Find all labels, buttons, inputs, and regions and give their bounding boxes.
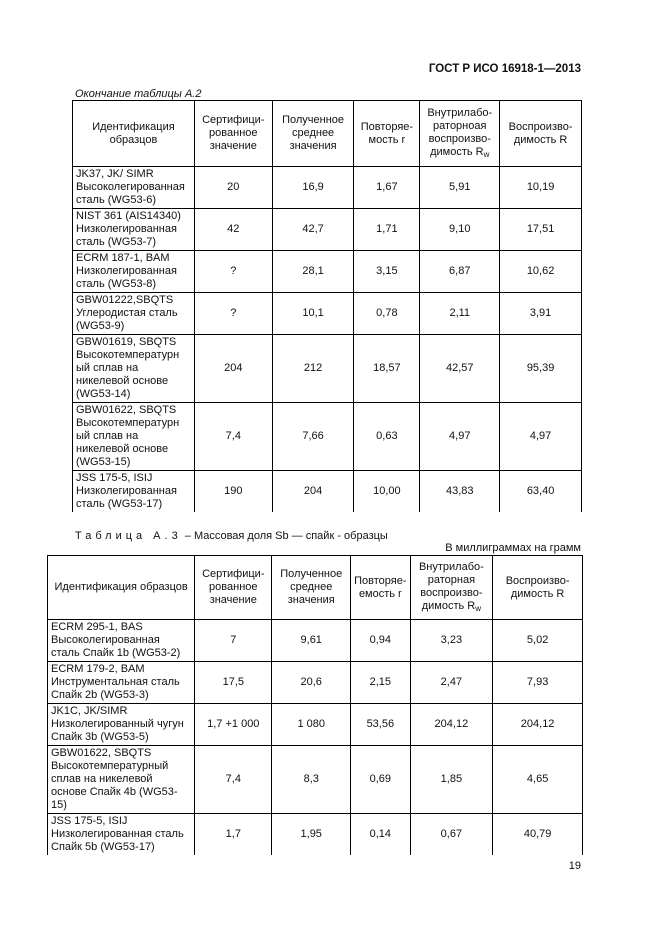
cell-mean: 9,61	[272, 620, 351, 662]
table2-caption-prefix: Таблица А.3	[75, 530, 182, 542]
document-id: ГОСТ Р ИСО 16918-1—2013	[428, 63, 581, 75]
cell-certified: 42	[194, 209, 272, 251]
table-row	[48, 662, 583, 704]
column-header-id: Идентификация образцов	[73, 101, 195, 167]
cell-reproducibility: 3,91	[500, 293, 582, 335]
cell-within-lab: 3,23	[410, 620, 493, 662]
column-header-reproducibility: Воспроизво-димость R	[500, 101, 582, 167]
column-header-mean: Полученное среднее значения	[272, 101, 354, 167]
column-header-id: Идентификация образцов	[48, 556, 195, 620]
cell-within-lab: 5,91	[420, 167, 500, 209]
cell-repeatability: 0,63	[354, 403, 420, 471]
cell-id: JSS 175-5, ISIJ Низколегированная сталь (WG53-17)	[73, 471, 195, 513]
table2-units: В миллиграммах на грамм	[445, 542, 581, 554]
cell-reproducibility: 17,51	[500, 209, 582, 251]
cell-within-lab: 9,10	[420, 209, 500, 251]
cell-repeatability: 0,94	[351, 620, 410, 662]
cell-reproducibility: 10,62	[500, 251, 582, 293]
cell-id: GBW01622, SBQTS Высокотемпературный сплав на никелевой основе Спайк 4b (WG53-15)	[48, 746, 195, 814]
cell-mean: 8,3	[272, 746, 351, 814]
column-header-within-lab	[410, 556, 493, 620]
cell-certified: 190	[194, 471, 272, 513]
cell-mean: 42,7	[272, 209, 354, 251]
cell-id: ECRM 179-2, BAM Инструментальная сталь Спайк 2b (WG53-3)	[48, 662, 195, 704]
cell-reproducibility: 40,79	[493, 814, 583, 856]
within-lab-label: Внутрилабо-раторная воспроизво-димость R	[418, 560, 484, 612]
column-header-certified: Сертифици-рованное значение	[194, 101, 272, 167]
cell-repeatability: 18,57	[354, 335, 420, 403]
cell-within-lab: 2,11	[420, 293, 500, 335]
cell-id: GBW01222,SBQTS Углеродистая сталь (WG53-9)	[73, 293, 195, 335]
cell-id: ECRM 187-1, BAM Низколегированная сталь (WG53-8)	[73, 251, 195, 293]
cell-certified: ?	[194, 293, 272, 335]
cell-reproducibility: 4,65	[493, 746, 583, 814]
table-a2-end	[72, 100, 582, 512]
cell-reproducibility: 63,40	[500, 471, 582, 513]
cell-certified: 20	[194, 167, 272, 209]
cell-id: GBW01622, SBQTS Высокотемпературн ый сплав на никелевой основе (WG53-15)	[73, 403, 195, 471]
table-a3	[47, 555, 583, 855]
table-row	[73, 209, 582, 251]
column-header-mean: Полученное среднее значения	[272, 556, 351, 620]
within-lab-label: Внутрилабо-раторноая воспроизво-димость R	[427, 106, 493, 158]
cell-id: JK37, JK/ SIMR Высоколегированная сталь (WG53-6)	[73, 167, 195, 209]
cell-certified: 17,5	[195, 662, 272, 704]
table-row	[73, 335, 582, 403]
table-row	[73, 471, 582, 513]
cell-id: ECRM 295-1, BAS Высоколегированная сталь Спайк 1b (WG53-2)	[48, 620, 195, 662]
cell-id: NIST 361 (AIS14340) Низколегированная сталь (WG53-7)	[73, 209, 195, 251]
cell-repeatability: 2,15	[351, 662, 410, 704]
column-header-repeatability: Повторяе-мость r	[354, 101, 420, 167]
cell-repeatability: 0,78	[354, 293, 420, 335]
cell-repeatability: 0,14	[351, 814, 410, 856]
cell-certified: ?	[194, 251, 272, 293]
cell-mean: 1 080	[272, 704, 351, 746]
within-lab-subscript: w	[475, 603, 482, 613]
page-number: 19	[568, 860, 581, 872]
table-row	[48, 746, 583, 814]
cell-within-lab: 4,97	[420, 403, 500, 471]
cell-mean: 10,1	[272, 293, 354, 335]
cell-certified: 1,7	[195, 814, 272, 856]
cell-within-lab: 0,67	[410, 814, 493, 856]
cell-within-lab: 1,85	[410, 746, 493, 814]
cell-repeatability: 1,71	[354, 209, 420, 251]
cell-within-lab: 42,57	[420, 335, 500, 403]
cell-certified: 7	[195, 620, 272, 662]
cell-reproducibility: 5,02	[493, 620, 583, 662]
cell-repeatability: 1,67	[354, 167, 420, 209]
column-header-within-lab	[420, 101, 500, 167]
cell-reproducibility: 95,39	[500, 335, 582, 403]
cell-mean: 1,95	[272, 814, 351, 856]
cell-repeatability: 53,56	[351, 704, 410, 746]
table1-caption: Окончание таблицы А.2	[75, 88, 202, 100]
table2-caption-text: – Массовая доля Sb — спайк - образцы	[184, 530, 388, 542]
column-header-reproducibility: Воспроизво-димость R	[493, 556, 583, 620]
table-row	[73, 293, 582, 335]
cell-mean: 7,66	[272, 403, 354, 471]
cell-id: GBW01619, SBQTS Высокотемпературн ый сплав на никелевой основе (WG53-14)	[73, 335, 195, 403]
cell-mean: 28,1	[272, 251, 354, 293]
cell-reproducibility: 10,19	[500, 167, 582, 209]
within-lab-subscript: w	[483, 149, 490, 159]
cell-id: JK1C, JK/SIMR Низколегированный чугун Спайк 3b (WG53-5)	[48, 704, 195, 746]
table-row	[48, 620, 583, 662]
cell-repeatability: 10,00	[354, 471, 420, 513]
table-row	[73, 251, 582, 293]
cell-certified: 7,4	[195, 746, 272, 814]
column-header-repeatability: Повторяе-емость r	[351, 556, 410, 620]
table-row	[48, 704, 583, 746]
cell-repeatability: 0,69	[351, 746, 410, 814]
table2-caption	[75, 530, 388, 542]
cell-within-lab: 43,83	[420, 471, 500, 513]
cell-certified: 7,4	[194, 403, 272, 471]
cell-reproducibility: 7,93	[493, 662, 583, 704]
table-row	[48, 814, 583, 856]
cell-certified: 204	[194, 335, 272, 403]
cell-mean: 212	[272, 335, 354, 403]
cell-reproducibility: 4,97	[500, 403, 582, 471]
cell-mean: 16,9	[272, 167, 354, 209]
cell-within-lab: 6,87	[420, 251, 500, 293]
cell-within-lab: 2,47	[410, 662, 493, 704]
table-row	[73, 403, 582, 471]
cell-certified: 1,7 +1 000	[195, 704, 272, 746]
cell-reproducibility: 204,12	[493, 704, 583, 746]
cell-mean: 204	[272, 471, 354, 513]
cell-id: JSS 175-5, ISIJ Низколегированная сталь Спайк 5b (WG53-17)	[48, 814, 195, 856]
table-row	[73, 167, 582, 209]
cell-mean: 20,6	[272, 662, 351, 704]
cell-within-lab: 204,12	[410, 704, 493, 746]
cell-repeatability: 3,15	[354, 251, 420, 293]
column-header-certified: Сертифици-рованное значение	[195, 556, 272, 620]
